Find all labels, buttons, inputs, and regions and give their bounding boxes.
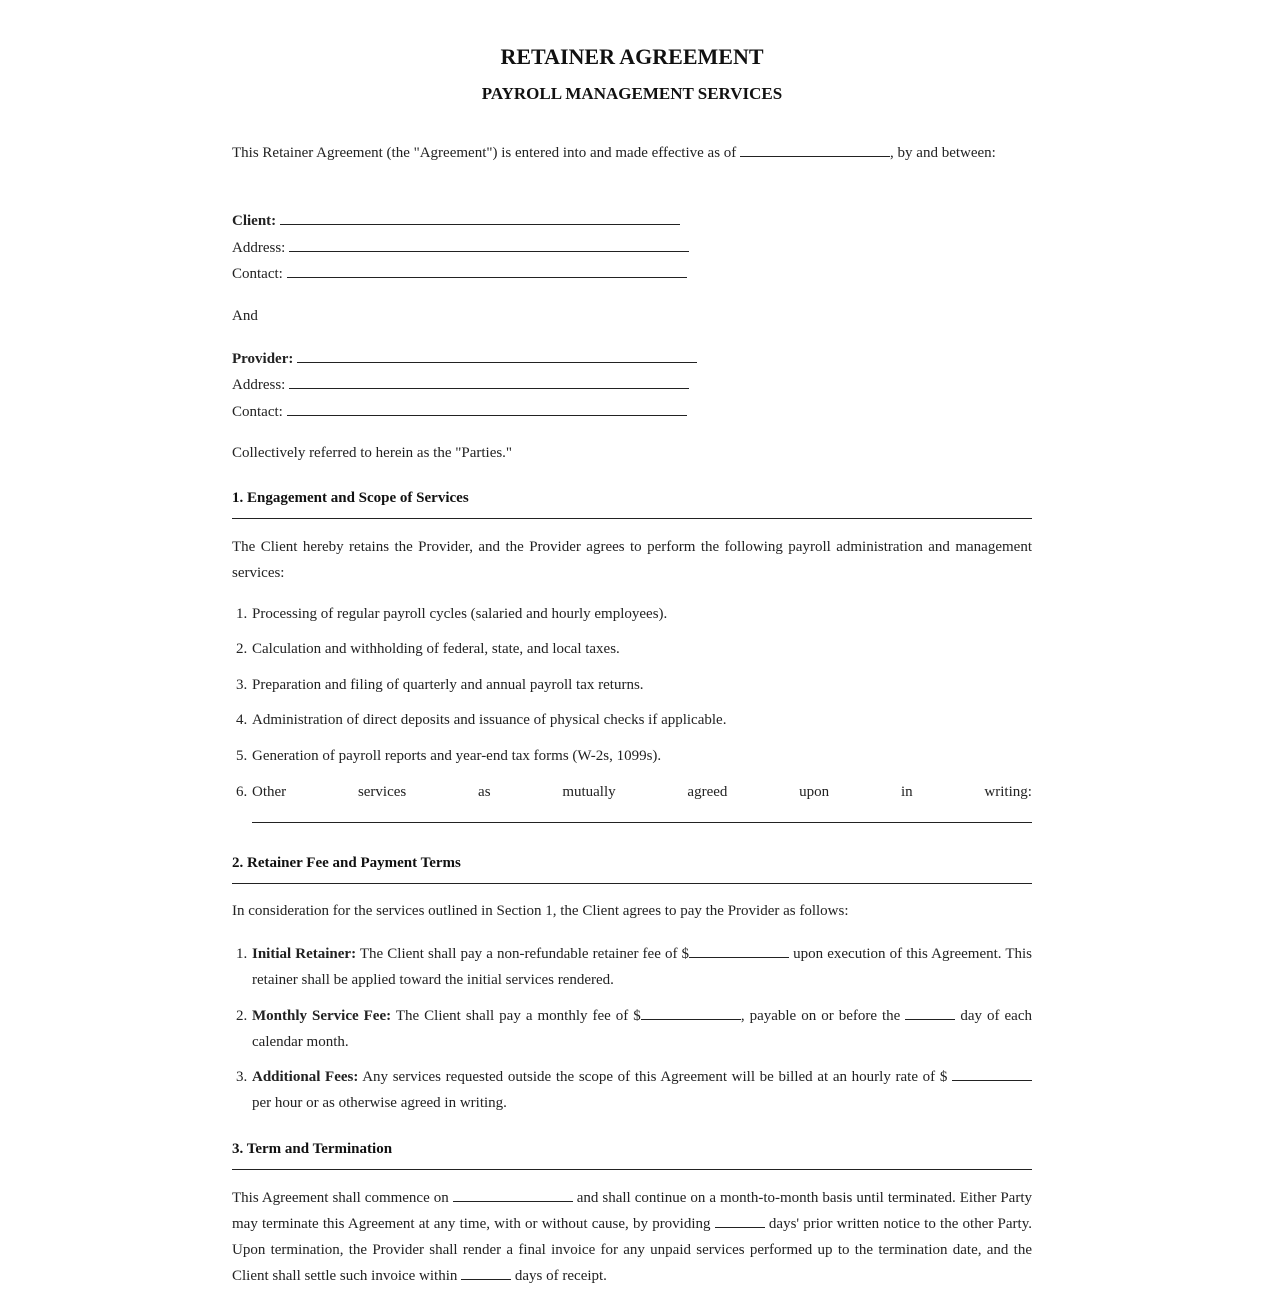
document-title: RETAINER AGREEMENT	[500, 44, 764, 69]
invoice-days-blank[interactable]	[461, 1265, 511, 1280]
item-text: upon execution of this Agreement. This retainer shall be applied toward the initial services rendered.	[252, 946, 1033, 988]
provider-contact-field	[232, 399, 687, 425]
commence-date-blank[interactable]	[453, 1187, 573, 1202]
contact-label: Contact:	[232, 266, 283, 282]
list-item-text: Generation of payroll reports and year-end tax forms (W-2s, 1099s).	[252, 748, 662, 764]
address-label: Address:	[232, 240, 286, 256]
client-name-blank[interactable]	[280, 210, 680, 225]
word: in	[900, 784, 913, 800]
list-item-text	[252, 1003, 1032, 1055]
provider-label: Provider:	[232, 351, 294, 367]
paragraph-text: This Agreement shall commence on	[232, 1190, 453, 1206]
and-text: And	[232, 308, 258, 324]
other-services-text	[252, 779, 1032, 805]
list-item	[232, 636, 1032, 662]
item-text: Any services requested outside the scope of this Agreement will be billed at an hourly rate of $	[358, 1069, 952, 1085]
other-services-blank[interactable]	[252, 822, 1032, 823]
monthly-fee-blank[interactable]	[641, 1005, 741, 1020]
client-label: Client:	[232, 213, 277, 229]
document-subtitle: PAYROLL MANAGEMENT SERVICES	[481, 84, 783, 103]
client-field	[232, 208, 680, 234]
list-number: 3.	[236, 1069, 248, 1085]
contact-label: Contact:	[232, 404, 283, 420]
item-text: , payable on or before the	[740, 1008, 906, 1024]
list-number: 3.	[236, 677, 248, 693]
additional-fees-label: Additional Fees:	[252, 1069, 359, 1085]
paragraph-text: days' prior written notice to the other Party. Upon termination, the Provider shall render a final invoice for any unpaid services performed up to the termination date, and the Client shall settle such invoice within	[232, 1216, 1032, 1284]
list-number: 5.	[236, 748, 248, 764]
item-text: day of each calendar month.	[252, 1008, 1032, 1050]
list-number: 6.	[236, 784, 248, 800]
word: writing:	[984, 784, 1032, 800]
list-item-text: Preparation and filing of quarterly and annual payroll tax returns.	[252, 677, 644, 693]
list-item	[232, 707, 1032, 733]
section-2-intro: In consideration for the services outlined in Section 1, the Client agrees to pay the Provider as follows:	[232, 903, 849, 919]
provider-contact-blank[interactable]	[287, 401, 687, 416]
list-number: 4.	[236, 712, 248, 728]
list-item	[232, 1064, 1032, 1116]
address-label: Address:	[232, 377, 286, 393]
intro-text: This Retainer Agreement (the "Agreement") is entered into and made effective as of	[232, 145, 737, 161]
notice-days-blank[interactable]	[715, 1213, 765, 1228]
payment-day-blank[interactable]	[905, 1005, 955, 1020]
provider-name-blank[interactable]	[297, 348, 697, 363]
list-item-text	[252, 1064, 1032, 1116]
initial-retainer-label: Initial Retainer:	[252, 946, 357, 962]
list-item	[232, 743, 1032, 769]
provider-address-field	[232, 372, 689, 398]
item-text: The Client shall pay a non-refundable retainer fee of $	[356, 946, 690, 962]
client-address-blank[interactable]	[289, 237, 689, 252]
monthly-fee-label: Monthly Service Fee:	[252, 1008, 392, 1024]
collective-text: Collectively referred to herein as the "Parties."	[232, 445, 513, 461]
word: as	[478, 784, 491, 800]
intro-text-end: , by and between:	[890, 145, 996, 161]
list-number: 1.	[236, 946, 248, 962]
list-item	[232, 672, 1032, 698]
effective-date-blank[interactable]	[740, 142, 890, 157]
provider-address-blank[interactable]	[289, 374, 689, 389]
list-item-other	[232, 779, 1032, 805]
client-contact-blank[interactable]	[287, 263, 687, 278]
list-item-text	[252, 941, 1032, 993]
list-number: 2.	[236, 641, 248, 657]
list-item-text: Administration of direct deposits and issuance of physical checks if applicable.	[252, 712, 727, 728]
paragraph-text: and shall continue on a month-to-month basis until terminated. Either Party may terminate this Agreement at any time, with or without cause, by providing	[232, 1190, 1033, 1232]
word: agreed	[687, 784, 728, 800]
list-item-text: Calculation and withholding of federal, state, and local taxes.	[252, 641, 620, 657]
retainer-fee-blank[interactable]	[689, 943, 789, 958]
section-1-heading: 1. Engagement and Scope of Services	[232, 488, 1032, 519]
item-text: The Client shall pay a monthly fee of $	[391, 1008, 641, 1024]
section-2-heading: 2. Retainer Fee and Payment Terms	[232, 853, 1032, 884]
word: services	[357, 784, 407, 800]
list-item	[232, 941, 1032, 993]
list-item-text: Processing of regular payroll cycles (salaried and hourly employees).	[252, 606, 668, 622]
hourly-rate-blank[interactable]	[952, 1066, 1032, 1081]
word: upon	[799, 784, 830, 800]
section-3-paragraph	[232, 1185, 1032, 1289]
list-number: 2.	[236, 1008, 248, 1024]
section-1-intro: The Client hereby retains the Provider, and the Provider agrees to perform the following payroll administration and management services:	[232, 539, 1032, 581]
intro-paragraph	[232, 140, 1032, 166]
provider-field	[232, 346, 697, 372]
list-item	[232, 1003, 1032, 1055]
list-item	[232, 601, 1032, 627]
word: Other	[252, 784, 287, 800]
paragraph-text: days of receipt.	[511, 1268, 607, 1284]
client-address-field	[232, 235, 689, 261]
list-number: 1.	[236, 606, 248, 622]
word: mutually	[562, 784, 616, 800]
client-contact-field	[232, 261, 687, 287]
item-text: per hour or as otherwise agreed in writing.	[252, 1095, 507, 1111]
section-3-heading: 3. Term and Termination	[232, 1139, 1032, 1170]
